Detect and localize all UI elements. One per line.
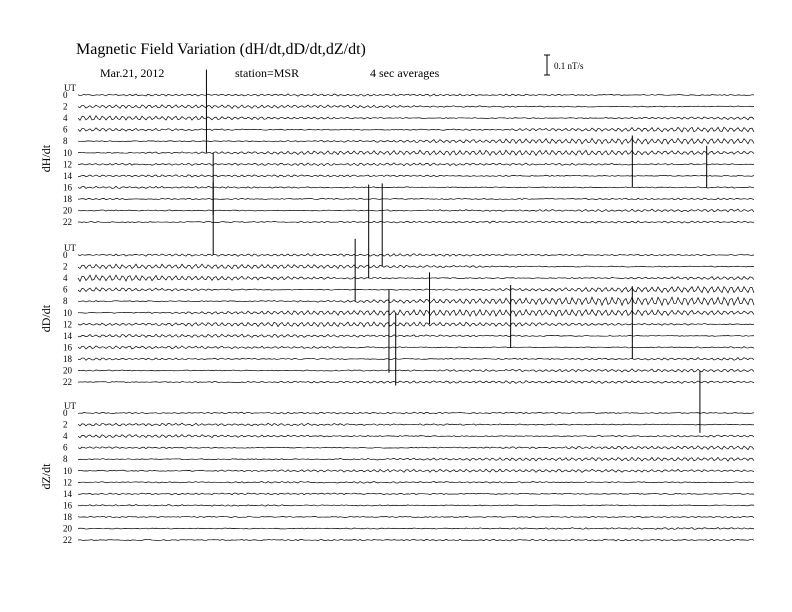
row-tick-label: 10 bbox=[63, 307, 72, 318]
trace-line bbox=[78, 457, 754, 461]
trace-line bbox=[78, 116, 754, 121]
trace-line bbox=[78, 254, 754, 257]
row-tick-label: 10 bbox=[63, 147, 72, 158]
trace-line bbox=[78, 198, 754, 200]
row-tick-label: 22 bbox=[63, 217, 72, 228]
trace-line bbox=[78, 264, 754, 269]
row-tick-label: 20 bbox=[63, 523, 72, 534]
row-tick-label: 6 bbox=[63, 284, 68, 295]
trace-line bbox=[78, 516, 754, 517]
row-tick-label: 4 bbox=[63, 273, 68, 284]
row-tick-label: 14 bbox=[63, 170, 72, 181]
trace-line bbox=[78, 369, 754, 372]
row-tick-label: 2 bbox=[63, 101, 68, 112]
panel-ylabel: dD/dt bbox=[39, 304, 53, 333]
trace-line bbox=[78, 493, 754, 495]
trace-line bbox=[78, 175, 754, 177]
row-tick-label: 0 bbox=[63, 408, 68, 418]
ut-label: UT bbox=[64, 401, 76, 411]
trace-line bbox=[78, 334, 754, 337]
ut-label: UT bbox=[64, 83, 76, 93]
trace-line bbox=[78, 528, 754, 530]
row-tick-label: 14 bbox=[63, 330, 72, 341]
row-tick-label: 4 bbox=[63, 113, 68, 124]
row-tick-label: 18 bbox=[63, 511, 72, 522]
trace-line bbox=[78, 310, 754, 317]
scale-bar bbox=[544, 55, 584, 75]
trace-line bbox=[78, 150, 754, 155]
ut-label: UT bbox=[64, 243, 76, 253]
panels-group bbox=[39, 70, 754, 545]
averaging-label: 4 sec averages bbox=[370, 66, 440, 80]
trace-line bbox=[78, 381, 754, 384]
trace-line bbox=[78, 94, 754, 96]
row-tick-label: 10 bbox=[63, 465, 72, 476]
trace-line bbox=[78, 346, 754, 349]
trace-line bbox=[78, 412, 754, 414]
row-tick-label: 20 bbox=[63, 365, 72, 376]
row-tick-label: 16 bbox=[63, 182, 72, 193]
panel-1 bbox=[39, 182, 754, 433]
chart-title: Magnetic Field Variation (dH/dt,dD/dt,dZ/dt) bbox=[76, 41, 366, 58]
trace-line bbox=[78, 423, 754, 426]
row-tick-label: 12 bbox=[63, 159, 72, 170]
row-tick-label: 22 bbox=[63, 535, 72, 546]
row-tick-label: 18 bbox=[63, 193, 72, 204]
trace-line bbox=[78, 286, 754, 293]
panel-0 bbox=[39, 70, 754, 227]
trace-line bbox=[78, 481, 754, 483]
row-tick-label: 14 bbox=[63, 488, 72, 499]
row-tick-label: 18 bbox=[63, 353, 72, 364]
row-tick-label: 6 bbox=[63, 124, 68, 135]
panel-2 bbox=[39, 401, 754, 545]
trace-line bbox=[78, 539, 754, 541]
row-tick-label: 0 bbox=[63, 250, 68, 260]
row-tick-label: 12 bbox=[63, 477, 72, 488]
trace-line bbox=[78, 505, 754, 507]
row-tick-label: 0 bbox=[63, 90, 68, 100]
row-tick-label: 6 bbox=[63, 442, 68, 453]
trace-line bbox=[78, 469, 754, 472]
row-tick-label: 2 bbox=[63, 261, 68, 272]
trace-line bbox=[78, 358, 754, 361]
scale-bar-label: 0.1 nT/s bbox=[554, 61, 584, 71]
trace-line bbox=[78, 435, 754, 438]
row-tick-label: 8 bbox=[63, 454, 68, 465]
trace-line bbox=[78, 186, 754, 188]
trace-line bbox=[78, 163, 754, 166]
row-tick-label: 2 bbox=[63, 419, 68, 430]
trace-line bbox=[78, 138, 754, 144]
row-tick-label: 16 bbox=[63, 500, 72, 511]
date-label: Mar.21, 2012 bbox=[100, 66, 165, 80]
row-tick-label: 16 bbox=[63, 342, 72, 353]
panel-ylabel: dZ/dt bbox=[39, 463, 53, 490]
trace-line bbox=[78, 275, 754, 281]
trace-line bbox=[78, 322, 754, 327]
row-tick-label: 4 bbox=[63, 431, 68, 442]
row-tick-label: 8 bbox=[63, 296, 68, 307]
row-tick-label: 8 bbox=[63, 136, 68, 147]
row-tick-label: 22 bbox=[63, 377, 72, 388]
trace-line bbox=[78, 221, 754, 223]
panel-ylabel: dH/dt bbox=[39, 144, 53, 173]
trace-line bbox=[78, 446, 754, 450]
row-tick-label: 20 bbox=[63, 205, 72, 216]
trace-line bbox=[78, 105, 754, 109]
row-tick-label: 12 bbox=[63, 319, 72, 330]
trace-line bbox=[78, 127, 754, 132]
station-label: station=MSR bbox=[235, 66, 300, 80]
trace-line bbox=[78, 297, 754, 305]
trace-line bbox=[78, 209, 754, 212]
